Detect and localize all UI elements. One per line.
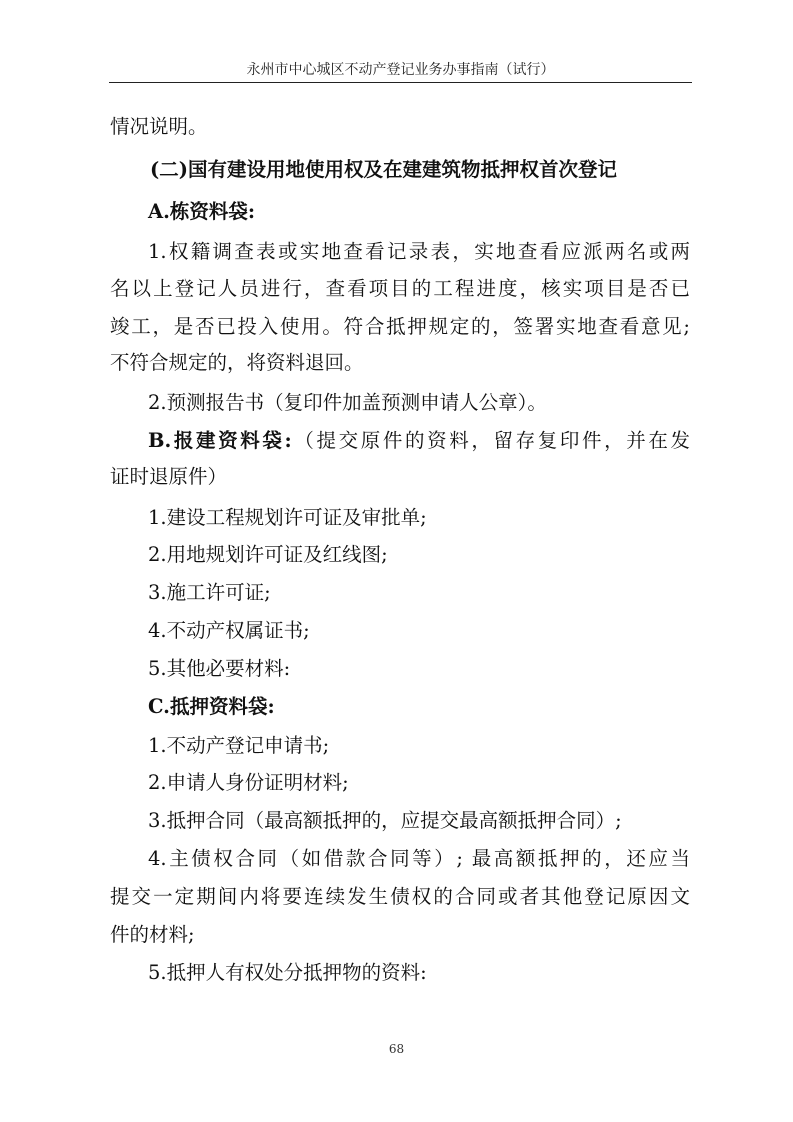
list-item: 1.权籍调查表或实地查看记录表，实地查看应派两名或两: [148, 240, 690, 263]
paragraph-line: 提交一定期间内将要连续发生债权的合同或者其他登记原因文: [110, 885, 690, 908]
paragraph-line: 证时退原件）: [110, 465, 228, 488]
paragraph-line: 不符合规定的，将资料退回。: [110, 351, 364, 374]
paragraph-line: 竣工，是否已投入使用。符合抵押规定的，签署实地查看意见;: [110, 315, 690, 338]
list-item: 4.主债权合同（如借款合同等）; 最高额抵押的，还应当: [148, 847, 690, 870]
section-heading: (二)国有建设用地使用权及在建建筑物抵押权首次登记: [150, 158, 617, 181]
running-header: 永州市中心城区不动产登记业务办事指南（试行）: [246, 62, 555, 78]
subsection-heading-c: C.抵押资料袋:: [148, 695, 275, 718]
subsection-heading-b: B.报建资料袋:: [148, 429, 292, 452]
list-item: 1.不动产登记申请书;: [148, 734, 330, 757]
list-item: 1.建设工程规划许可证及审批单;: [148, 506, 427, 529]
subsection-heading-b-line: [148, 428, 690, 454]
paragraph-line: 名以上登记人员进行，查看项目的工程进度，核实项目是否已: [110, 277, 690, 300]
list-item: 5.抵押人有权处分抵押物的资料:: [148, 961, 427, 984]
list-item: 4.不动产权属证书;: [148, 619, 310, 642]
paragraph-line: 情况说明。: [110, 115, 208, 138]
subsection-heading-a: A.栋资料袋:: [148, 200, 256, 223]
list-item: 5.其他必要材料:: [148, 657, 291, 680]
subsection-note: （提交原件的资料，留存复印件，并在发: [291, 429, 690, 452]
list-item: 3.抵押合同（最高额抵押的，应提交最高额抵押合同）;: [148, 809, 622, 832]
page-number: 68: [388, 1042, 405, 1056]
paragraph-line: 件的材料;: [110, 923, 195, 946]
list-item: 2.申请人身份证明材料;: [148, 771, 349, 794]
header-divider: [109, 82, 692, 83]
list-item: 3.施工许可证;: [148, 581, 271, 604]
list-item: 2.用地规划许可证及红线图;: [148, 543, 388, 566]
list-item: 2.预测报告书（复印件加盖预测申请人公章）。: [148, 391, 547, 414]
